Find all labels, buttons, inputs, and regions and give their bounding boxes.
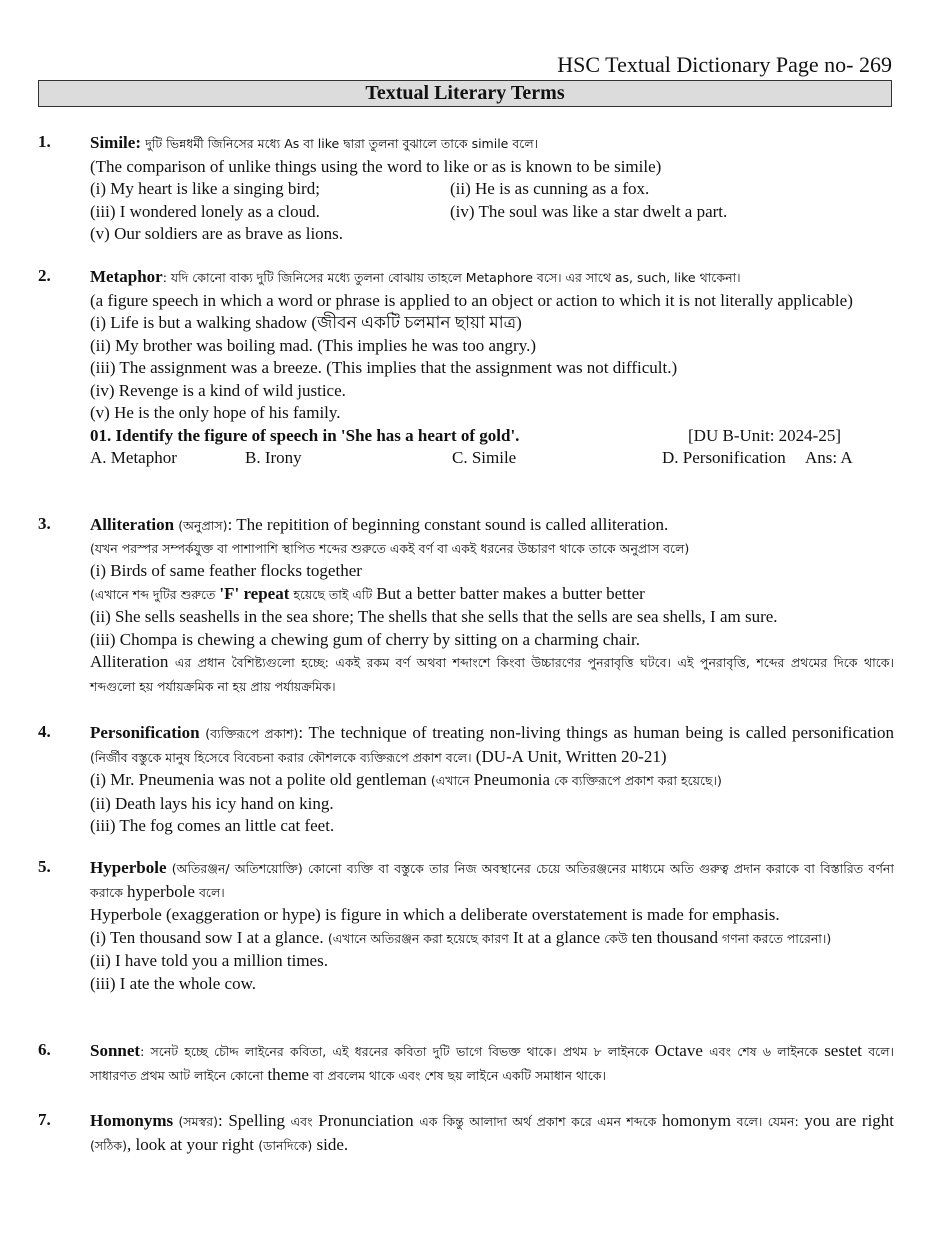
example-note-bengali: কে ব্যক্তিরূপে প্রকাশ করা হয়েছে।) [550,773,722,788]
mcq-option-b: B. Irony [245,448,302,467]
definition-english: homonym [656,1111,737,1130]
section-title: Textual Literary Terms [38,80,892,107]
definition-bengali: (অতিরঞ্জন/ অতিশয়োক্তি) কোনো ব্যক্তি বা বস্তুকে তার নিজ অবস্থানের চেয়ে অতিরঞ্জনের মাধ্যমে অতি গুরুত্ব প্রদান করাকে বা বিস্তারিত বর্ণনা করাকে [90,861,894,900]
entry-sonnet [38,1040,894,1087]
definition-bengali: বলে। [194,884,225,900]
example: (ii) My brother was boiling mad. (This implies he was too angry.) [90,335,537,355]
example: (iii) Chompa is chewing a chewing gum of cherry by sitting on a charming chair. [90,629,641,649]
note-english: But a better batter makes a butter better [376,583,645,603]
term-title: Sonnet [90,1041,141,1060]
entry-number: 6. [38,1040,51,1059]
example: (iii) I wondered lonely as a cloud. [90,201,320,221]
feature-term: Alliteration [90,652,169,671]
page-header: HSC Textual Dictionary Page no- 269 [557,52,892,77]
entry-number: 5. [38,857,51,876]
mcq-source: [DU B-Unit: 2024-25] [688,425,841,445]
example-note-bengali: (এখানে [430,773,474,788]
definition-english: Hyperbole (exaggeration or hype) is figure in which a deliberate overstatement is made for emphasis. [90,905,780,924]
mcq-answer: Ans: A [805,448,853,467]
example: (i) Mr. Pneumenia was not a polite old gentleman [90,770,431,789]
definition-english: side. [312,1134,349,1154]
example: (iii) The fog comes an little cat feet. [90,816,335,835]
term-title: Metaphor [90,267,163,286]
example: (i) Life is but a walking shadow (জীবন একটি চলমান ছায়া মাত্র) [90,313,522,332]
example: (iv) The soul was like a star dwelt a part. [450,201,728,221]
note-bold: 'F' repeat [219,583,290,603]
definition-bengali: দুটি ভিন্নধর্মী জিনিসের মধ্যে As বা like দ্বারা তুলনা বুঝালে তাকে simile বলে। [145,136,539,151]
definition-bengali: (নির্জীব বস্তুকে মানুষ হিসেবে বিবেচনা করার কৌশলকে ব্যক্তিরূপে প্রকাশ বলে। [90,749,472,765]
definition-english: , look at your right [127,1134,259,1154]
definition-bengali: এবং শেষ ৬ লাইনকে [702,1044,825,1059]
definition-bengali: বলে। সাধারণত প্রথম আট লাইনে কোনো [90,1044,894,1083]
definition-bengali: এক কিন্তু আলাদা অর্থ প্রকাশ করে এমন শব্দকে [419,1114,657,1129]
definition-bengali: বলে। যেমন: [736,1114,799,1129]
entry-metaphor [38,266,894,470]
entry-number: 4. [38,722,51,741]
note-bengali: (এখানে শব্দ দুটির শুরুতে [90,586,220,602]
definition-english: you are right [798,1111,895,1130]
example-note-english: Pneumonia [473,770,551,789]
definition-bengali: বা প্রবলেম থাকে এবং শেষ ছয় লাইনে একটি সমাধান থাকে। [308,1067,606,1083]
example: (iii) I ate the whole cow. [90,973,256,993]
example: (iv) Revenge is a kind of wild justice. [90,380,346,400]
example: (i) Ten thousand sow I at a glance. [90,927,328,947]
example: (v) He is the only hope of his family. [90,403,341,422]
mcq-option-a: A. Metaphor [90,448,177,467]
mcq-options [90,447,894,470]
term-bengali: (ব্যক্তিরূপে প্রকাশ) [205,726,299,741]
mcq-question-row [90,425,894,448]
example-note-bengali: (এখানে অতিরঞ্জন করা হয়েছে কারণ [327,930,513,946]
term-title: Hyperbole [90,858,167,877]
mcq-question: 01. Identify the figure of speech in 'She has a heart of gold'. [90,425,520,445]
entry-alliteration [38,514,894,698]
example: (ii) Death lays his icy hand on king. [90,793,334,813]
term-title: Alliteration [90,515,175,534]
definition-english: : The repitition of beginning constant sound is called alliteration. [227,515,669,534]
definition-bengali: (সঠিক) [90,1137,128,1153]
mcq-option-c: C. Simile [452,448,517,467]
example: (ii) I have told you a million times. [90,951,328,970]
term-bengali: (অনুপ্রাস) [178,518,228,533]
definition-english: Pronunciation [312,1111,420,1130]
definition-english: sestet [824,1041,862,1060]
definition-english: Octave [654,1041,703,1060]
term-title: Personification [90,723,200,742]
definition-english: (a figure speech in which a word or phrase is applied to an object or action to which it is not literally applicable) [90,290,853,310]
example: (v) Our soldiers are as brave as lions. [90,224,344,243]
definition-english-term: hyperbole [127,881,195,901]
term-bengali: (সমস্বর) [173,1114,218,1129]
feature-bengali: এর প্রধান বৈশিষ্ট্যগুলো হচ্ছে: একই রকম বর্ণ অথবা শব্দাংশে কিংবা উচ্চারণের পুনরাবৃত্তি ঘটবে। এই পুনরাবৃত্তি, শব্দের প্রথমের দিকে থাকে। শব্দগুলো হয় পর্যায়ক্রমিক না হয় প্রায় পর্যায়ক্রমিক। [90,655,894,694]
entry-simile [38,132,894,246]
note-bengali: হয়েছে তাই এটি [289,586,377,602]
example: (ii) He is as cunning as a fox. [450,179,650,198]
definition-english: : The technique of treating non-living things as human being is called personification [298,723,895,742]
definition-english: theme [267,1064,309,1084]
definition-bengali: : সনেট হচ্ছে চৌদ্দ লাইনের কবিতা, এই ধরনের কবিতা দুটি ভাগে বিভক্ত থাকে। প্রথম ৮ লাইনকে [140,1044,655,1059]
entry-number: 1. [38,132,51,151]
example: (i) My heart is like a singing bird; [90,179,320,198]
definition-english: (The comparison of unlike things using the word to like or as is known to be simile) [90,156,662,176]
definition-bengali: : যদি কোনো বাক্য দুটি জিনিসের মধ্যে তুলনা বোঝায় তাহলে Metaphore বসে। এর সাথে as, such, like থাকেনা। [162,270,741,285]
example-note-bengali: গণনা করতে পারেনা।) [718,930,832,946]
example: (iii) The assignment was a breeze. (This implies that the assignment was not difficult.) [90,358,678,377]
definition-bengali: (যখন পরস্পর সম্পর্কযুক্ত বা পাশাপাশি স্থাপিত শব্দের শুরুতে একই বর্ণ বা একই ধরনের উচ্চারণ থাকে তাকে অনুপ্রাস বলে) [90,540,690,556]
definition-source: (DU-A Unit, Written 20-21) [471,746,667,766]
entry-number: 3. [38,514,51,533]
mcq-option-d: D. Personification [662,448,786,467]
entry-number: 2. [38,266,51,285]
entry-number: 7. [38,1110,51,1129]
term-title: Simile: [90,133,141,152]
example-note-english: ten thousand [631,927,719,947]
example: (ii) She sells seashells in the sea shore; The shells that she sells that the sells are sea shells, I am sure. [90,607,778,626]
entry-hyperbole [38,857,894,995]
example: (i) Birds of same feather flocks together [90,561,362,580]
definition-english: : Spelling [217,1111,291,1130]
entry-homonyms [38,1110,894,1157]
definition-bengali: (ডানদিকে) [258,1137,313,1153]
entry-personification [38,722,894,838]
definition-bengali: এবং [290,1114,313,1129]
example-note-english: It at a glance [512,927,601,947]
term-title: Homonyms [90,1111,174,1130]
example-note-bengali: কেউ [600,930,632,946]
